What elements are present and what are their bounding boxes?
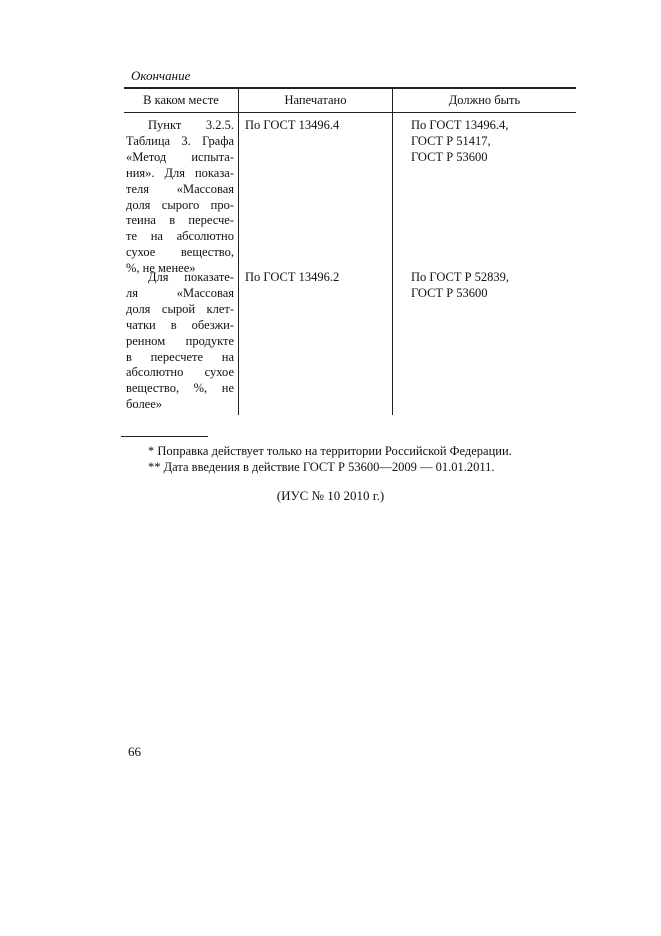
- row1-where-line: теина в пересче-: [126, 213, 234, 228]
- row1-where-line: Пункт 3.2.5.: [148, 118, 234, 132]
- column-divider-2: [392, 88, 393, 415]
- header-should-be: Должно быть: [448, 93, 521, 107]
- row1-should-be-line: По ГОСТ 13496.4,: [411, 118, 509, 132]
- row1-should-be-line: ГОСТ Р 51417,: [411, 133, 491, 148]
- row2-should-be-cell: [411, 270, 509, 302]
- source-note: (ИУС № 10 2010 г.): [276, 488, 385, 503]
- row2-where-line: доля сырой клет-: [126, 301, 234, 316]
- table-top-rule: [124, 87, 576, 89]
- row1-printed-cell: [245, 118, 339, 134]
- row1-where-line: ния». Для показа-: [126, 165, 234, 180]
- row1-should-be-line: ГОСТ Р 53600: [411, 149, 488, 164]
- row2-where-line: ренном продукте: [126, 333, 234, 348]
- row1-where-line: сухое вещество,: [126, 245, 234, 260]
- row2-where-line: абсолютно сухое: [126, 365, 234, 380]
- row2-where-line: более»: [126, 397, 163, 412]
- table-header-rule: [124, 112, 576, 113]
- row2-where-line: чатки в обезжи-: [126, 317, 234, 332]
- row1-where-cell: [126, 118, 234, 277]
- footnote-2: ** Дата введения в действие ГОСТ Р 53600—2009 — 01.01.2011.: [148, 460, 495, 474]
- row2-should-be-line: По ГОСТ Р 52839,: [411, 270, 510, 284]
- row1-where-line: доля сырого про-: [126, 197, 234, 212]
- row1-should-be-cell: [411, 118, 508, 166]
- column-divider-1: [238, 88, 239, 415]
- header-printed: Напечатано: [284, 93, 347, 107]
- header-where: В каком месте: [143, 93, 219, 107]
- row2-where-line: ля «Массовая: [126, 285, 234, 300]
- page-number: 66: [128, 744, 141, 759]
- row1-where-line: теля «Массовая: [126, 181, 234, 196]
- row2-where-cell: [126, 270, 234, 413]
- row2-where-line: вещество, %, не: [126, 381, 234, 396]
- continuation-label: Окончание: [131, 68, 191, 83]
- row1-where-line: те на абсолютно: [126, 229, 234, 244]
- row1-where-line: %, не менее»: [126, 261, 196, 276]
- row2-where-line: Для показате-: [148, 270, 234, 284]
- footnote-rule: [121, 436, 208, 437]
- row1-where-line: Таблица 3. Графа: [126, 133, 234, 148]
- row2-should-be-line: ГОСТ Р 53600: [411, 285, 488, 300]
- row1-printed-text: По ГОСТ 13496.4: [245, 118, 340, 132]
- footnote-1: * Поправка действует только на территории Российской Федерации.: [148, 444, 512, 458]
- row2-printed-text: По ГОСТ 13496.2: [245, 270, 340, 284]
- row1-where-line: «Метод испыта-: [126, 149, 234, 164]
- row2-printed-cell: [245, 270, 339, 286]
- row2-where-line: в пересчете на: [126, 349, 234, 364]
